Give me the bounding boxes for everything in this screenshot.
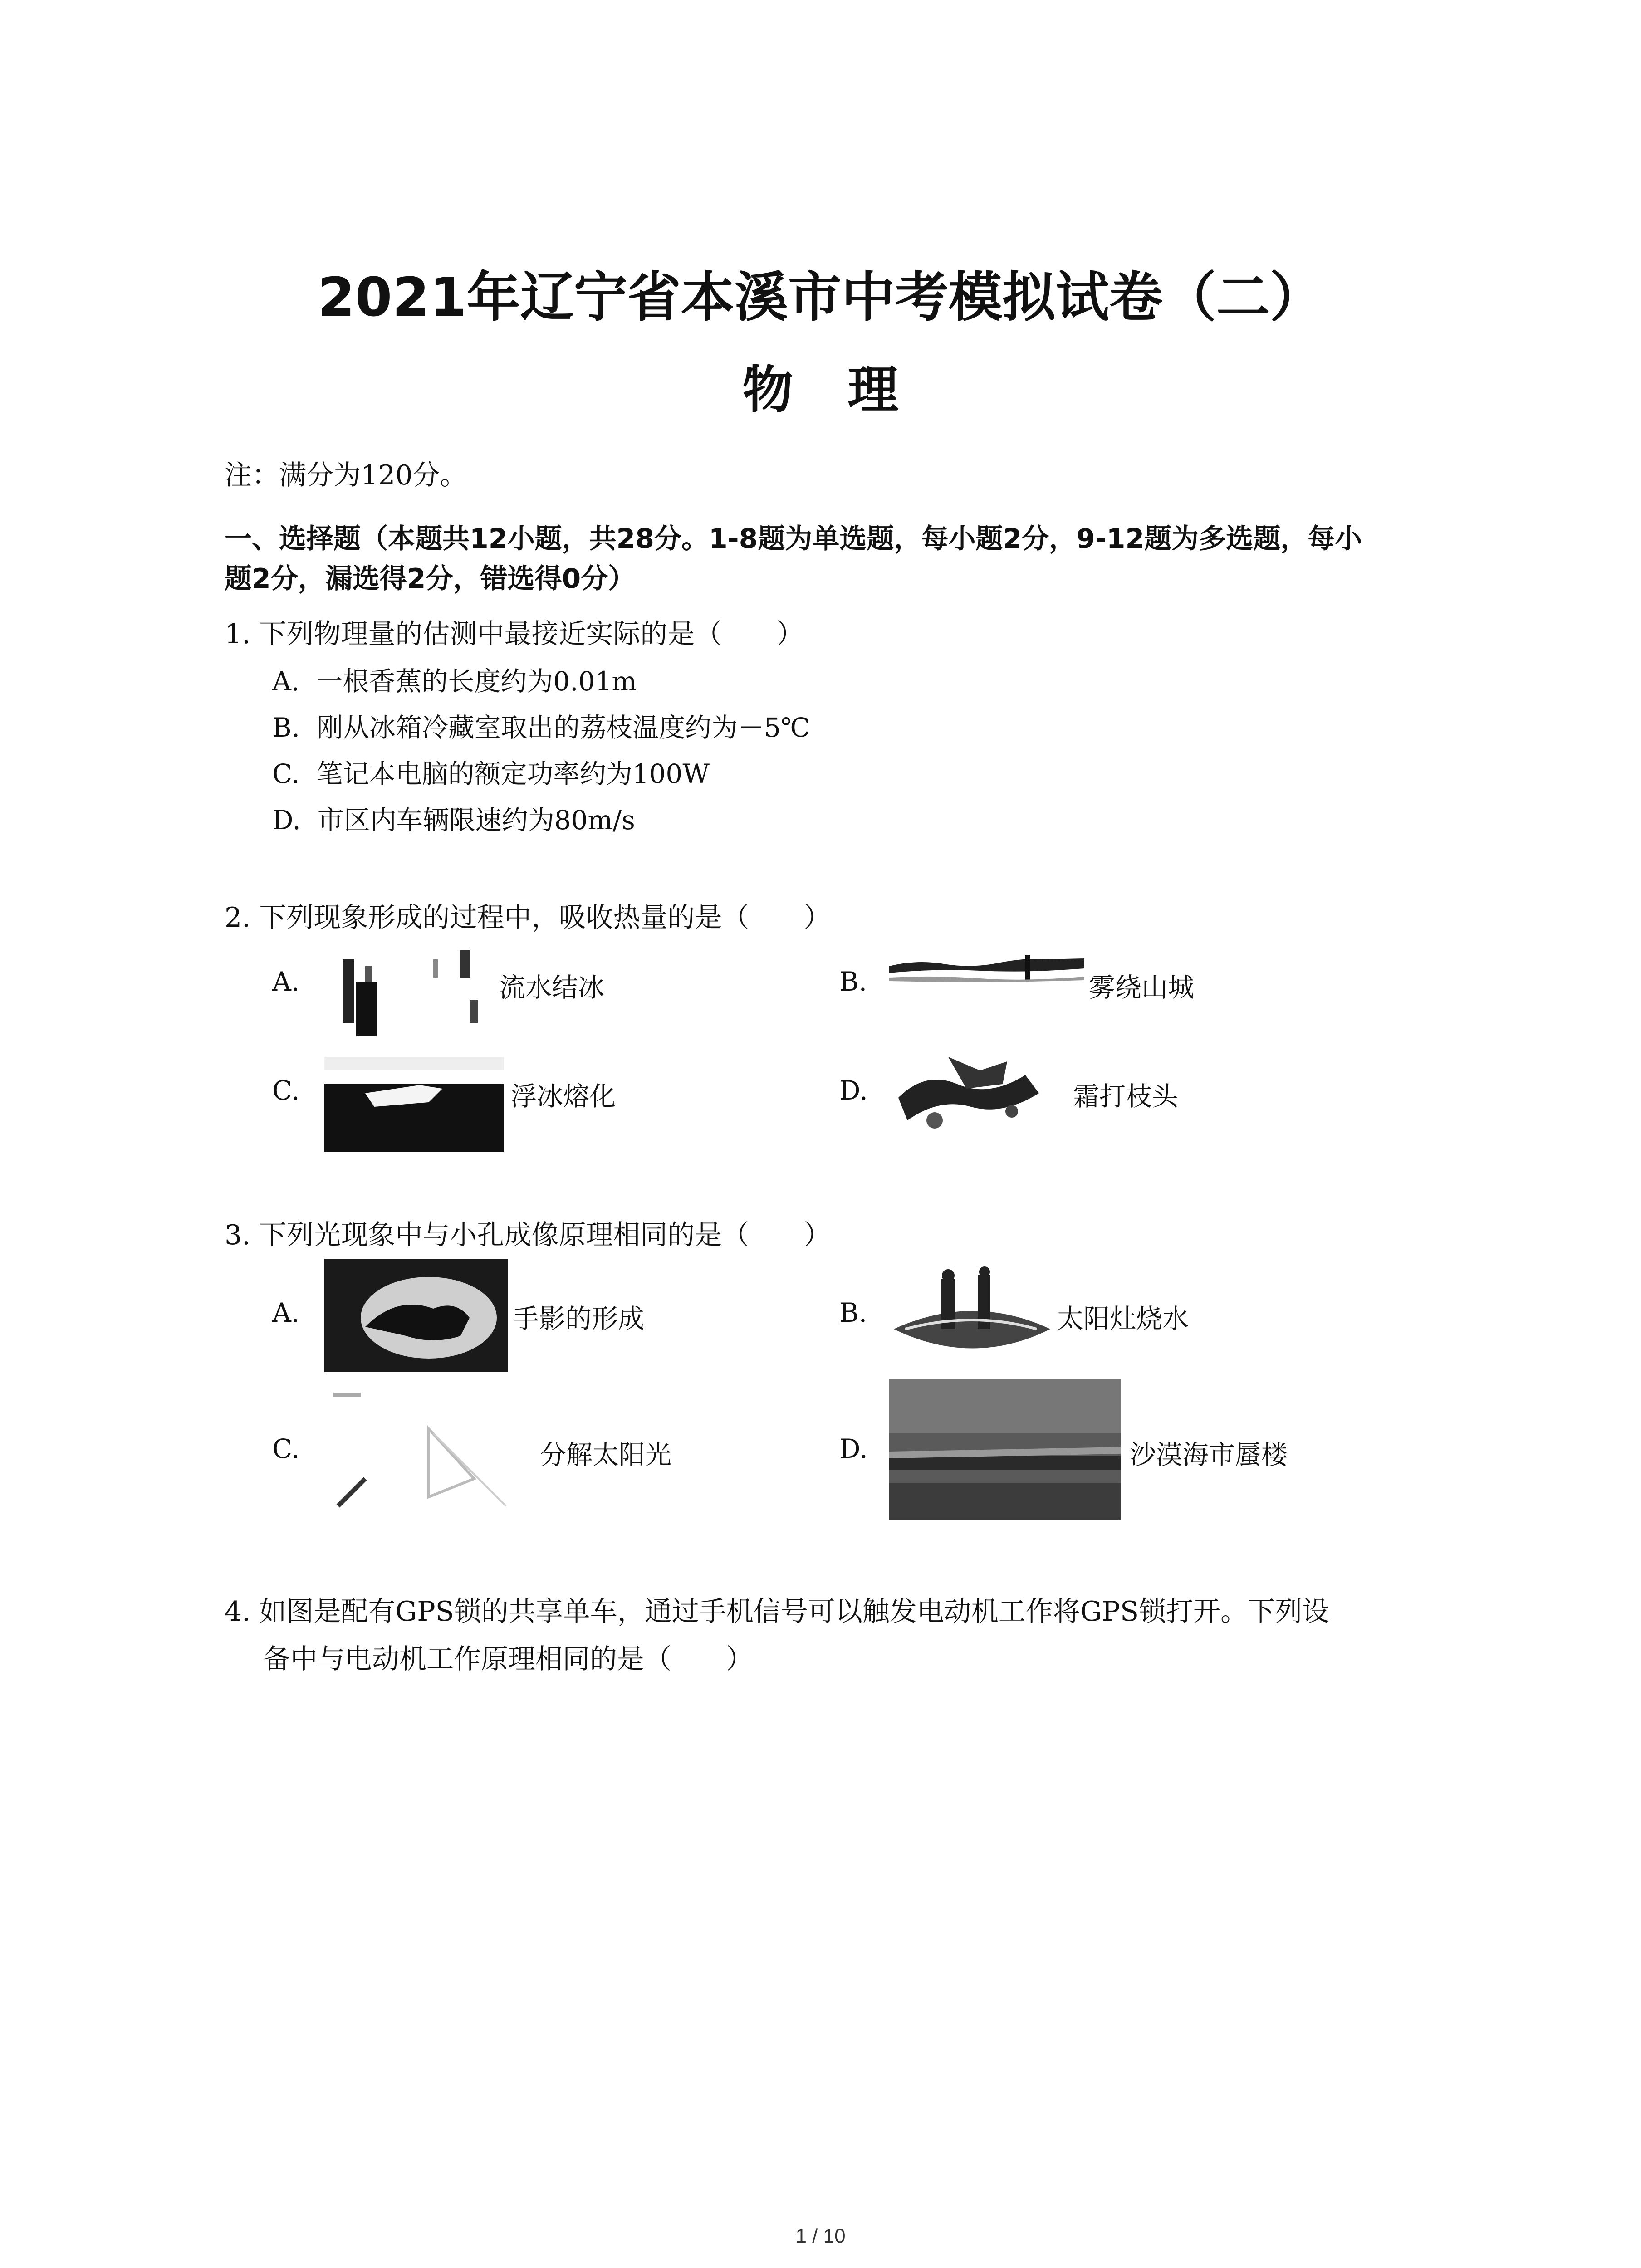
option-text: 刚从冰箱冷藏室取出的荔枝温度约为－5℃ xyxy=(316,712,810,743)
prism-dispersion-image xyxy=(324,1388,517,1515)
q4-stem-line1: 4. 如图是配有GPS锁的共享单车，通过手机信号可以触发电动机工作将GPS锁打开。下列设 xyxy=(225,1596,1330,1628)
hand-shadow-image xyxy=(324,1259,508,1372)
score-note: 注：满分为120分。 xyxy=(225,459,467,491)
q1-stem: 1. 下列物理量的估测中最接近实际的是（ ） xyxy=(225,618,804,650)
q2-option-b-letter[interactable]: B. xyxy=(839,966,867,997)
q1-option-b[interactable] xyxy=(272,706,810,744)
q1-option-d[interactable] xyxy=(272,799,635,837)
frost-branch-image xyxy=(889,1043,1066,1154)
q2-option-d-letter[interactable]: D. xyxy=(839,1075,868,1106)
q2-option-d-text: 霜打枝头 xyxy=(1073,1081,1179,1112)
q3-option-b-text: 太阳灶烧水 xyxy=(1057,1303,1189,1334)
option-letter: B. xyxy=(272,712,300,743)
q2-stem: 2. 下列现象形成的过程中，吸收热量的是（ ） xyxy=(225,902,831,934)
frozen-stream-image xyxy=(324,941,497,1039)
subject-title: 物理 xyxy=(742,361,953,420)
q3-option-a-text: 手影的形成 xyxy=(513,1303,645,1334)
option-letter: D. xyxy=(272,805,301,836)
q4-stem-line2: 备中与电动机工作原理相同的是（ ） xyxy=(263,1643,753,1675)
q2-option-c-letter[interactable]: C. xyxy=(272,1075,300,1106)
section-heading-line1: 一、选择题（本题共12小题，共28分。1-8题为单选题，每小题2分，9-12题为多选题，每小 xyxy=(225,523,1362,555)
q2-option-a-text: 流水结冰 xyxy=(499,972,605,1003)
option-letter: C. xyxy=(272,758,300,789)
page-title: 2021年辽宁省本溪市中考模拟试卷（二） xyxy=(318,266,1323,328)
misty-mountain-image xyxy=(889,946,1084,1000)
option-text: 一根香蕉的长度约为0.01m xyxy=(316,666,637,697)
q3-option-c-letter[interactable]: C. xyxy=(272,1433,300,1464)
option-text: 市区内车辆限速约为80m/s xyxy=(317,805,635,836)
q3-option-d-letter[interactable]: D. xyxy=(839,1433,868,1464)
q3-option-d-text: 沙漠海市蜃楼 xyxy=(1130,1439,1288,1470)
option-letter: A. xyxy=(272,666,300,697)
q3-option-c-text: 分解太阳光 xyxy=(540,1439,672,1470)
floating-ice-image xyxy=(324,1057,504,1152)
q2-option-b-text: 雾绕山城 xyxy=(1089,972,1195,1003)
q3-option-a-letter[interactable]: A. xyxy=(272,1297,300,1328)
option-text: 笔记本电脑的额定功率约为100W xyxy=(316,758,710,789)
q3-option-b-letter[interactable]: B. xyxy=(839,1297,867,1328)
mirage-image xyxy=(889,1379,1121,1520)
q1-option-c[interactable] xyxy=(272,753,710,791)
q3-stem: 3. 下列光现象中与小孔成像原理相同的是（ ） xyxy=(225,1219,831,1251)
section-heading-line2: 题2分，漏选得2分，错选得0分） xyxy=(225,563,636,595)
q1-option-a[interactable] xyxy=(272,660,637,698)
q2-option-a-letter[interactable]: A. xyxy=(272,966,300,997)
q2-option-c-text: 浮冰熔化 xyxy=(510,1081,616,1112)
solar-cooker-image xyxy=(892,1266,1053,1368)
page-number: 1 / 10 xyxy=(795,2225,846,2247)
